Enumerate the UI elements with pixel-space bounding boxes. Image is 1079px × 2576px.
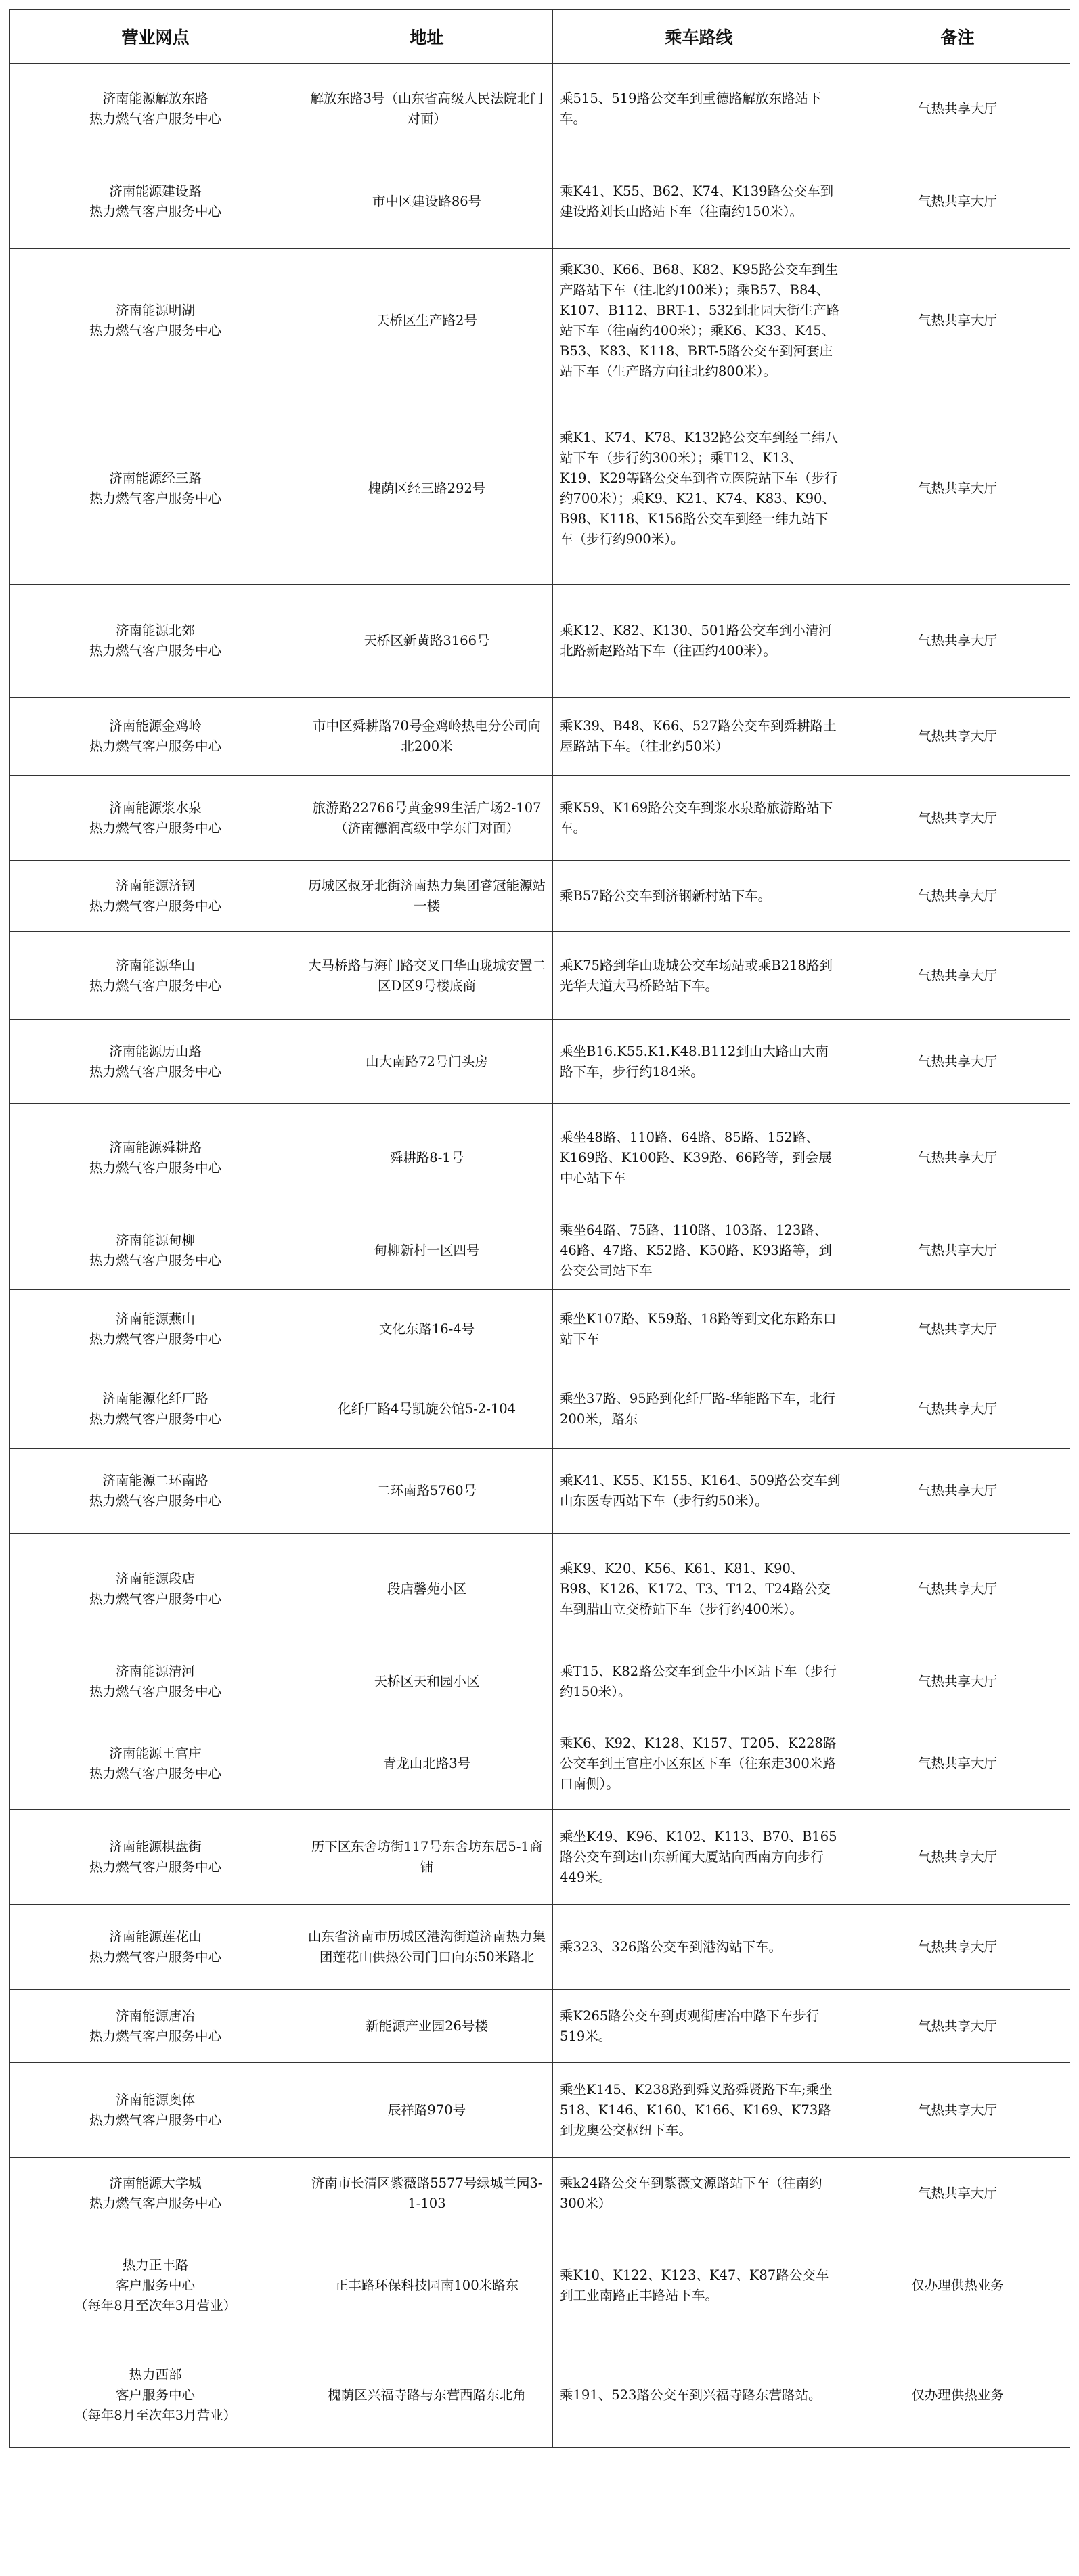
table-header-row <box>10 10 1070 64</box>
cell-note: 气热共享大厅 <box>845 1290 1070 1369</box>
cell-name <box>10 1369 301 1449</box>
table-row <box>10 393 1070 585</box>
cell-address: 文化东路16-4号 <box>301 1290 553 1369</box>
cell-route: 乘K10、K122、K123、K47、K87路公交车到工业南路正丰路站下车。 <box>553 2229 845 2342</box>
table-row <box>10 1718 1070 1810</box>
table-row <box>10 2158 1070 2229</box>
cell-name-line: 济南能源二环南路 <box>102 1473 208 1488</box>
cell-name-line: 热力燃气客户服务中心 <box>89 1683 221 1700</box>
cell-name-line: 热力燃气客户服务中心 <box>89 1063 221 1080</box>
cell-address: 化纤厂路4号凯旋公馆5-2-104 <box>301 1369 553 1449</box>
cell-name-line: 热力燃气客户服务中心 <box>89 977 221 994</box>
cell-route: 乘515、519路公交车到重德路解放东路站下车。 <box>553 64 845 154</box>
cell-route: 乘K41、K55、K155、K164、509路公交车到山东医专西站下车（步行约50米）。 <box>553 1449 845 1534</box>
cell-name-line: 济南能源浆水泉 <box>109 799 202 816</box>
cell-address: 舜耕路8-1号 <box>301 1104 553 1212</box>
cell-name-line: 热力燃气客户服务中心 <box>89 1949 221 1965</box>
cell-name <box>10 1810 301 1905</box>
table-body <box>10 64 1070 2448</box>
table-row <box>10 1810 1070 1905</box>
cell-address: 槐荫区兴福寺路与东营西路东北角 <box>301 2342 553 2448</box>
cell-route: 乘坐K49、K96、K102、K113、B70、B165路公交车到达山东新闻大厦站向西南方向步行449米。 <box>553 1810 845 1905</box>
table-row <box>10 1290 1070 1369</box>
cell-name <box>10 1905 301 1990</box>
cell-route: 乘K39、B48、K66、527路公交车到舜耕路土屋路站下车。（往北约50米） <box>553 698 845 776</box>
table-row <box>10 1104 1070 1212</box>
cell-name <box>10 1990 301 2063</box>
cell-name-line: 济南能源清河 <box>115 1663 195 1679</box>
cell-name-line: 热力燃气客户服务中心 <box>89 1766 221 1781</box>
cell-name-line: 济南能源棋盘街 <box>109 1838 202 1855</box>
cell-name-line: 热力燃气客户服务中心 <box>89 110 221 127</box>
cell-name-line: 济南能源甸柳 <box>115 1233 195 1248</box>
cell-name-line: 热力燃气客户服务中心 <box>89 1331 221 1347</box>
cell-address: 甸柳新村一区四号 <box>301 1212 553 1290</box>
cell-address: 段店馨苑小区 <box>301 1534 553 1645</box>
cell-address: 青龙山北路3号 <box>301 1718 553 1810</box>
table-row <box>10 776 1070 861</box>
cell-note: 气热共享大厅 <box>845 1990 1070 2063</box>
cell-name <box>10 1534 301 1645</box>
table-row <box>10 249 1070 393</box>
cell-name-line: 客户服务中心 <box>115 2386 195 2403</box>
cell-name-line: 热力燃气客户服务中心 <box>89 2028 221 2044</box>
cell-name-line: 热力燃气客户服务中心 <box>89 820 221 836</box>
table-row <box>10 861 1070 932</box>
cell-note: 气热共享大厅 <box>845 2158 1070 2229</box>
cell-name-line: 济南能源莲花山 <box>109 1928 202 1945</box>
cell-name-line: 济南能源明湖 <box>115 303 195 318</box>
cell-name-line: 热力燃气客户服务中心 <box>89 898 221 914</box>
cell-name-line: 济南能源华山 <box>115 957 195 973</box>
table-row <box>10 1369 1070 1449</box>
cell-name-line: 济南能源经三路 <box>109 470 202 486</box>
cell-name <box>10 249 301 393</box>
cell-name <box>10 154 301 249</box>
cell-route: 乘K6、K92、K128、K157、T205、K228路公交车到王官庄小区东区下车（往东走300米路口南侧）。 <box>553 1718 845 1810</box>
cell-route: 乘坐K107路、K59路、18路等到文化东路东口站下车 <box>553 1290 845 1369</box>
cell-route: 乘坐37路、95路到化纤厂路-华能路下车，北行200米，路东 <box>553 1369 845 1449</box>
cell-note: 气热共享大厅 <box>845 585 1070 698</box>
cell-name <box>10 2063 301 2158</box>
cell-name-line: 热力燃气客户服务中心 <box>89 491 221 506</box>
cell-name <box>10 1645 301 1718</box>
cell-name <box>10 932 301 1020</box>
cell-route: 乘k24路公交车到紫薇文源路站下车（往南约300米） <box>553 2158 845 2229</box>
cell-note: 气热共享大厅 <box>845 154 1070 249</box>
cell-name-line: 济南能源王官庄 <box>109 1746 202 1761</box>
cell-note: 气热共享大厅 <box>845 2063 1070 2158</box>
service-table-container <box>9 9 1070 2448</box>
cell-note: 气热共享大厅 <box>845 1810 1070 1905</box>
cell-address: 济南市长清区紫薇路5577号绿城兰园3-1-103 <box>301 2158 553 2229</box>
cell-name-line: 热力西部 <box>129 2366 182 2382</box>
cell-address: 天桥区新黄路3166号 <box>301 585 553 698</box>
cell-note: 气热共享大厅 <box>845 1212 1070 1290</box>
cell-name <box>10 861 301 932</box>
cell-address: 历城区叔牙北街济南热力集团睿冠能源站一楼 <box>301 861 553 932</box>
cell-note: 气热共享大厅 <box>845 1645 1070 1718</box>
cell-note: 气热共享大厅 <box>845 1369 1070 1449</box>
cell-route: 乘坐B16.K55.K1.K48.B112到山大路山大南路下车，步行约184米。 <box>553 1020 845 1104</box>
cell-name <box>10 393 301 585</box>
table-row <box>10 1449 1070 1534</box>
cell-name-line: 济南能源舜耕路 <box>109 1139 202 1155</box>
table-row <box>10 2342 1070 2448</box>
cell-name-line: 济南能源建设路 <box>109 183 202 199</box>
cell-address: 天桥区天和园小区 <box>301 1645 553 1718</box>
cell-note: 气热共享大厅 <box>845 1718 1070 1810</box>
cell-route: 乘191、523路公交车到兴福寺路东营路站。 <box>553 2342 845 2448</box>
cell-address: 山东省济南市历城区港沟街道济南热力集团莲花山供热公司门口向东50米路北 <box>301 1905 553 1990</box>
table-row <box>10 1990 1070 2063</box>
cell-name <box>10 776 301 861</box>
cell-route: 乘K9、K20、K56、K61、K81、K90、B98、K126、K172、T3、T12、T24路公交车到腊山立交桥站下车（步行约400米）。 <box>553 1534 845 1645</box>
cell-name <box>10 2229 301 2342</box>
cell-note: 气热共享大厅 <box>845 64 1070 154</box>
cell-name-line: 济南能源大学城 <box>109 2175 202 2191</box>
cell-note: 气热共享大厅 <box>845 776 1070 861</box>
cell-route: 乘K75路到华山珑城公交车场站或乘B218路到光华大道大马桥路站下车。 <box>553 932 845 1020</box>
cell-name-line: 热力燃气客户服务中心 <box>89 738 221 754</box>
table-row <box>10 154 1070 249</box>
cell-route: 乘坐48路、110路、64路、85路、152路、K169路、K100路、K39路、66路等，到会展中心站下车 <box>553 1104 845 1212</box>
cell-name-line: 济南能源奥体 <box>115 2091 195 2108</box>
cell-address: 山大南路72号门头房 <box>301 1020 553 1104</box>
cell-route: 乘K30、K66、B68、K82、K95路公交车到生产路站下车（往北约100米）；乘B57、B84、K107、B112、BRT-1、532到北园大街生产路站下车（往南约400米）；乘K6、K33、K45、B53、K83、K118、BRT-5路公交车到河套庄站下车（生产路方向往北约800米）。 <box>553 249 845 393</box>
cell-note: 气热共享大厅 <box>845 932 1070 1020</box>
header-address: 地址 <box>301 10 553 64</box>
cell-note: 气热共享大厅 <box>845 1449 1070 1534</box>
cell-name-line: 热力燃气客户服务中心 <box>89 1859 221 1875</box>
table-row <box>10 2229 1070 2342</box>
cell-route: 乘坐K145、K238路到舜义路舜贤路下车;乘坐518、K146、K160、K166、K169、K73路到龙奥公交枢纽下车。 <box>553 2063 845 2158</box>
cell-name-line: 热力燃气客户服务中心 <box>89 323 221 338</box>
header-name: 营业网点 <box>10 10 301 64</box>
cell-address: 辰祥路970号 <box>301 2063 553 2158</box>
cell-route: 乘K59、K169路公交车到浆水泉路旅游路站下车。 <box>553 776 845 861</box>
cell-name <box>10 1212 301 1290</box>
cell-name-line: 济南能源解放东路 <box>102 90 208 106</box>
cell-address: 二环南路5760号 <box>301 1449 553 1534</box>
cell-name <box>10 1290 301 1369</box>
cell-name-line: 济南能源段店 <box>115 1571 195 1586</box>
cell-name-line: 济南能源济钢 <box>115 878 195 893</box>
cell-name-line: 热力燃气客户服务中心 <box>89 1253 221 1268</box>
cell-name <box>10 64 301 154</box>
cell-note: 气热共享大厅 <box>845 393 1070 585</box>
service-center-table <box>9 9 1070 2448</box>
cell-name-line: （每年8月至次年3月营业） <box>74 2407 237 2423</box>
cell-note: 气热共享大厅 <box>845 698 1070 776</box>
cell-route: 乘K1、K74、K78、K132路公交车到经二纬八站下车（步行约300米）；乘T12、K13、K19、K29等路公交车到省立医院站下车（步行约700米）；乘K9、K21、K74、K83、K90、B98、K118、K156路公交车到经一纬九站下车（步行约900米）。 <box>553 393 845 585</box>
cell-note: 气热共享大厅 <box>845 1104 1070 1212</box>
cell-name-line: 热力燃气客户服务中心 <box>89 2195 221 2211</box>
cell-name <box>10 1020 301 1104</box>
cell-address: 正丰路环保科技园南100米路东 <box>301 2229 553 2342</box>
cell-name <box>10 585 301 698</box>
cell-name-line: （每年8月至次年3月营业） <box>74 2298 237 2313</box>
cell-name <box>10 2342 301 2448</box>
cell-name-line: 热力燃气客户服务中心 <box>89 1591 221 1607</box>
cell-name <box>10 2158 301 2229</box>
cell-note: 气热共享大厅 <box>845 861 1070 932</box>
cell-route: 乘323、326路公交车到港沟站下车。 <box>553 1905 845 1990</box>
cell-name-line: 济南能源化纤厂路 <box>102 1390 208 1406</box>
cell-address: 市中区建设路86号 <box>301 154 553 249</box>
cell-route: 乘坐64路、75路、110路、103路、123路、46路、47路、K52路、K50路、K93路等，到公交公司站下车 <box>553 1212 845 1290</box>
cell-address: 槐荫区经三路292号 <box>301 393 553 585</box>
cell-name <box>10 1104 301 1212</box>
header-note: 备注 <box>845 10 1070 64</box>
cell-address: 旅游路22766号黄金99生活广场2-107（济南德润高级中学东门对面） <box>301 776 553 861</box>
cell-route: 乘T15、K82路公交车到金牛小区站下车（步行约150米）。 <box>553 1645 845 1718</box>
cell-note: 气热共享大厅 <box>845 249 1070 393</box>
table-row <box>10 2063 1070 2158</box>
cell-name-line: 济南能源北郊 <box>115 623 195 638</box>
cell-route: 乘K12、K82、K130、501路公交车到小清河北路新赵路站下车（往西约400米）。 <box>553 585 845 698</box>
cell-name-line: 济南能源历山路 <box>109 1043 202 1059</box>
cell-name-line: 济南能源金鸡岭 <box>109 718 202 734</box>
cell-route: 乘B57路公交车到济钢新村站下车。 <box>553 861 845 932</box>
cell-route: 乘K265路公交车到贞观街唐冶中路下车步行519米。 <box>553 1990 845 2063</box>
cell-name <box>10 1718 301 1810</box>
cell-name-line: 热力燃气客户服务中心 <box>89 1493 221 1509</box>
table-row <box>10 1534 1070 1645</box>
cell-note: 仅办理供热业务 <box>845 2229 1070 2342</box>
header-route: 乘车路线 <box>553 10 845 64</box>
cell-name-line: 热力正丰路 <box>122 2257 189 2273</box>
cell-name-line: 热力燃气客户服务中心 <box>89 1159 221 1176</box>
cell-address: 解放东路3号（山东省高级人民法院北门对面） <box>301 64 553 154</box>
cell-name <box>10 698 301 776</box>
table-row <box>10 64 1070 154</box>
cell-address: 市中区舜耕路70号金鸡岭热电分公司向北200米 <box>301 698 553 776</box>
cell-note: 气热共享大厅 <box>845 1534 1070 1645</box>
cell-address: 新能源产业园26号楼 <box>301 1990 553 2063</box>
cell-name-line: 济南能源燕山 <box>115 1311 195 1327</box>
cell-name-line: 济南能源唐冶 <box>115 2007 195 2024</box>
table-row <box>10 1645 1070 1718</box>
cell-name-line: 热力燃气客户服务中心 <box>89 203 221 219</box>
cell-note: 气热共享大厅 <box>845 1020 1070 1104</box>
table-row <box>10 1905 1070 1990</box>
cell-address: 历下区东舍坊街117号东舍坊东居5-1商铺 <box>301 1810 553 1905</box>
cell-name-line: 热力燃气客户服务中心 <box>89 643 221 659</box>
table-row <box>10 932 1070 1020</box>
cell-name <box>10 1449 301 1534</box>
cell-name-line: 热力燃气客户服务中心 <box>89 2112 221 2128</box>
cell-route: 乘K41、K55、B62、K74、K139路公交车到建设路刘长山路站下车（往南约150米）。 <box>553 154 845 249</box>
cell-note: 气热共享大厅 <box>845 1905 1070 1990</box>
table-row <box>10 1020 1070 1104</box>
table-row <box>10 585 1070 698</box>
cell-note: 仅办理供热业务 <box>845 2342 1070 2448</box>
cell-name-line: 热力燃气客户服务中心 <box>89 1411 221 1427</box>
table-row <box>10 1212 1070 1290</box>
table-row <box>10 698 1070 776</box>
cell-name-line: 客户服务中心 <box>115 2278 195 2293</box>
cell-address: 天桥区生产路2号 <box>301 249 553 393</box>
cell-address: 大马桥路与海门路交叉口华山珑城安置二区D区9号楼底商 <box>301 932 553 1020</box>
